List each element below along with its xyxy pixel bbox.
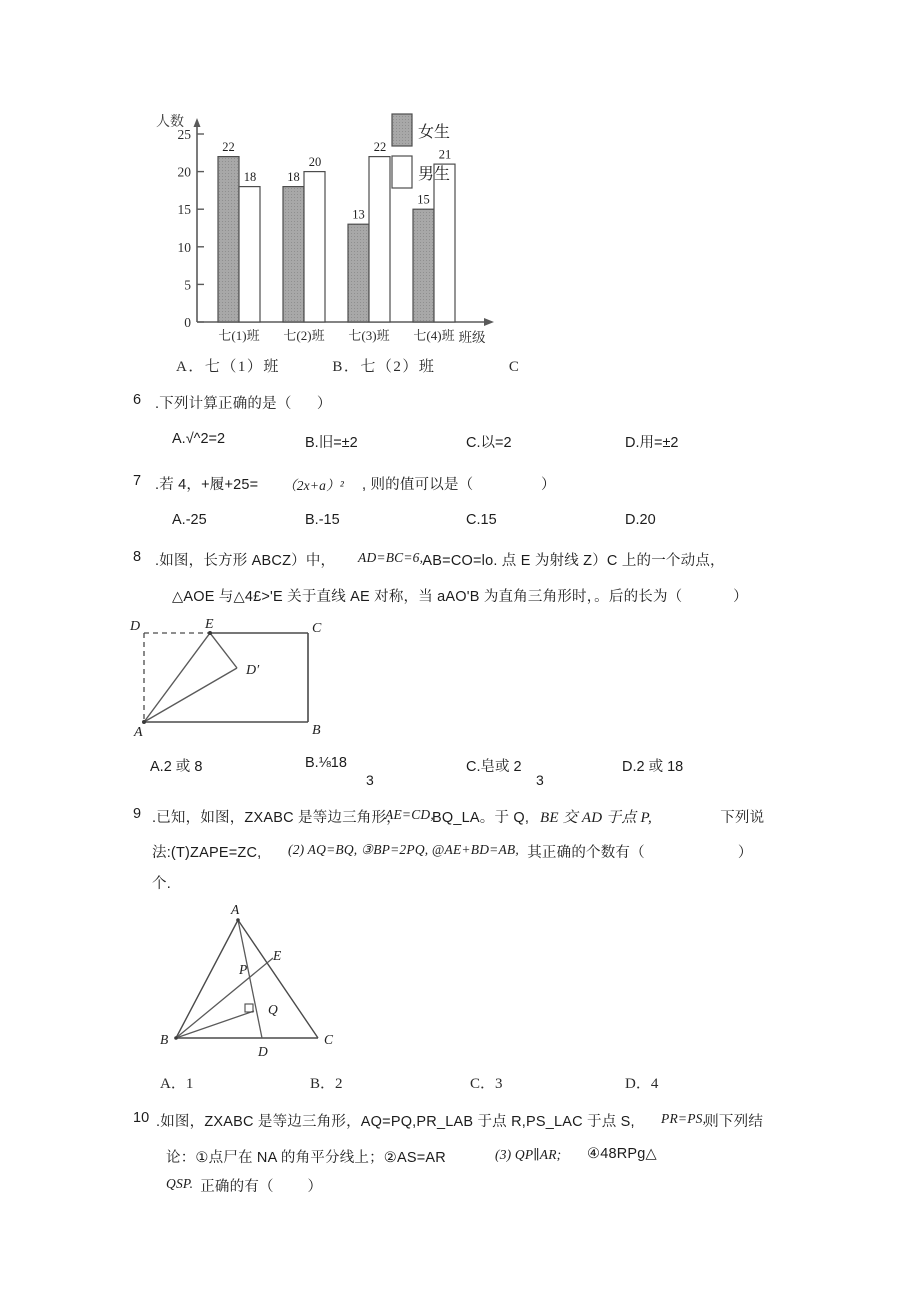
q10-stem-line3b: 正确的有（ ） xyxy=(196,1179,323,1195)
label-A: A xyxy=(231,902,240,917)
chart-y-axis-arrow xyxy=(194,118,201,127)
vertex-dot-A xyxy=(142,720,146,724)
bar-male-1 xyxy=(239,187,260,322)
q9-option-c[interactable]: C．3 xyxy=(470,1076,503,1092)
q7-stem-part1: .若 4，+履+25= xyxy=(155,477,259,493)
chart-xtick-0: 七(1)班 xyxy=(218,328,260,343)
svg-text:25: 25 xyxy=(177,127,191,142)
q5-options-line: A．七（1）班 B．七（2）班 C xyxy=(176,359,521,375)
bar-group-2 xyxy=(283,155,325,322)
svg-text:15: 15 xyxy=(177,202,191,218)
segment-AE xyxy=(144,633,210,722)
bar-value-female-3: 13 xyxy=(352,207,365,222)
q9-stem-line2a: 法:(T)ZAPE=ZC, xyxy=(152,845,262,861)
q9-stem-line1-i1: AE=CD, xyxy=(385,807,434,822)
q9-stem-line1c: 下列说 xyxy=(716,810,765,826)
q10-stem-line1b: 则下列结 xyxy=(700,1114,764,1130)
label-Dprime: D′ xyxy=(246,663,260,678)
q9-stem-line1-i2: BE 交 AD 于点 P, xyxy=(540,810,652,826)
label-E: E xyxy=(273,948,282,963)
q8-stem-line1-italic: AD=BC=6, xyxy=(358,550,424,565)
q7-stem-part2: , 则的值可以是（ ） xyxy=(362,477,556,493)
bar-group-3 xyxy=(348,140,390,322)
q6-option-d[interactable]: D.用=±2 xyxy=(625,435,679,451)
q8-option-a[interactable]: A.2 或 8 xyxy=(150,759,203,775)
label-B: B xyxy=(312,723,321,738)
q7-stem-formula: （2x+a）² xyxy=(283,478,345,493)
label-P: P xyxy=(239,962,248,977)
label-C: C xyxy=(324,1032,334,1047)
label-E: E xyxy=(205,618,214,632)
bar-female-2 xyxy=(283,187,304,322)
legend-label-male: 男生 xyxy=(418,166,451,183)
label-D: D xyxy=(258,1044,268,1058)
q10-stem-line1a: .如图，ZXABC 是等边三角形，AQ=PQ,PR_LAB 于点 R,PS_LAC 于点 S, xyxy=(156,1114,635,1130)
q7-number: 7 xyxy=(133,473,142,489)
segment-DprimeA xyxy=(144,668,237,722)
q9-stem-line2b: 其正确的个数有（ ） xyxy=(523,845,753,861)
q10-stem-line2-italic: (3) QP∥AR; xyxy=(495,1147,562,1162)
bar-value-male-3: 22 xyxy=(373,140,387,154)
bar-male-3 xyxy=(369,157,390,322)
chart-y-ticklabels xyxy=(178,127,192,330)
svg-text:10: 10 xyxy=(177,239,191,255)
svg-text:20: 20 xyxy=(177,164,191,180)
bar-value-female-2: 18 xyxy=(287,170,300,184)
bar-value-female-4: 15 xyxy=(417,192,430,207)
svg-text:0: 0 xyxy=(184,315,191,330)
q9-option-b[interactable]: B．2 xyxy=(310,1076,343,1092)
q10-stem-line1-italic: PR=PS, xyxy=(661,1111,707,1126)
q6-option-a[interactable]: A.√^2=2 xyxy=(172,431,226,447)
q10-stem-line3-italic: QSP. xyxy=(166,1176,194,1191)
q9-stem-line2-italic: (2) AQ=BQ, ③BP=2PQ, @AE+BD=AB, xyxy=(288,842,519,857)
right-angle-mark-Q xyxy=(245,1004,253,1012)
q7-option-d[interactable]: D.20 xyxy=(625,512,656,528)
svg-text:5: 5 xyxy=(184,277,191,293)
legend-swatch-male xyxy=(392,156,412,188)
q8-option-d[interactable]: D.2 或 18 xyxy=(622,759,684,775)
vertex-dot-A xyxy=(236,918,240,922)
q6-option-b[interactable]: B.旧=±2 xyxy=(305,435,358,451)
q8-option-b[interactable]: B.⅛18 xyxy=(305,755,347,771)
label-C: C xyxy=(312,621,322,636)
segment-EDprime xyxy=(210,633,237,668)
q8-number: 8 xyxy=(133,549,142,565)
q9-number: 9 xyxy=(133,806,142,822)
q6-number: 6 xyxy=(133,392,142,408)
label-D: D xyxy=(130,619,141,634)
chart-ylabel: 人数 xyxy=(156,115,184,130)
bar-male-4 xyxy=(434,164,455,322)
bar-value-male-4: 21 xyxy=(438,147,452,162)
chart-y-ticks xyxy=(197,134,204,322)
q6-option-c[interactable]: C.以=2 xyxy=(466,435,512,451)
legend-label-female: 女生 xyxy=(418,124,451,141)
q9-option-d[interactable]: D．4 xyxy=(625,1076,659,1092)
q9-figure xyxy=(158,898,344,1058)
bar-value-female-1: 22 xyxy=(222,140,235,154)
bar-female-3 xyxy=(348,224,369,322)
q8-stem-line1a: .如图，长方形 ABCZ）中， xyxy=(155,553,336,569)
label-B: B xyxy=(160,1032,169,1047)
bar-female-1 xyxy=(218,157,239,322)
bar-value-male-2: 20 xyxy=(308,155,322,169)
label-Q: Q xyxy=(268,1002,278,1017)
label-A: A xyxy=(134,725,143,740)
bar-chart xyxy=(150,104,510,356)
bar-male-2 xyxy=(304,172,325,322)
chart-xtick-1: 七(2)班 xyxy=(283,328,325,343)
q10-stem-line2a: 论：①点尸在 NA 的角平分线上；②AS=AR xyxy=(166,1150,451,1166)
bar-group-1 xyxy=(218,140,260,322)
q7-option-c[interactable]: C.15 xyxy=(466,512,497,528)
q9-stem-line1a: .已知，如图，ZXABC 是等边三角形， xyxy=(152,810,401,826)
q8-stem-line2: △AOE 与△4£>'E 关于直线 AE 对称，当 aAO'B 为直角三角形时，。后的长为（ ） xyxy=(172,589,748,605)
chart-xlabel: 班级 xyxy=(458,330,486,345)
q8-option-c-denominator: 3 xyxy=(536,772,544,788)
chart-x-axis-arrow xyxy=(484,318,494,326)
q8-option-b-denominator: 3 xyxy=(366,772,374,788)
q9-stem-line1b: BQ_LA。于 Q, xyxy=(432,810,530,826)
chart-xtick-3: 七(4)班 xyxy=(413,328,455,343)
q9-option-a[interactable]: A．1 xyxy=(160,1076,194,1092)
q9-stem-line3: 个. xyxy=(152,876,171,892)
legend-swatch-female xyxy=(392,114,412,146)
bar-value-male-1: 18 xyxy=(243,170,257,184)
q8-stem-line1b: AB=CO=lo. 点 E 为射线 Z）C 上的一个动点， xyxy=(419,553,725,569)
q7-option-b[interactable]: B.-15 xyxy=(305,512,340,528)
chart-xtick-2: 七(3)班 xyxy=(348,328,390,343)
chart-x-ticklabels xyxy=(218,328,454,343)
vertex-dot-B xyxy=(174,1036,178,1040)
q10-number: 10 xyxy=(133,1110,150,1126)
bar-female-4 xyxy=(413,209,434,322)
q10-stem-line2b: ④48RPg△ xyxy=(587,1146,657,1162)
q7-option-a[interactable]: A.-25 xyxy=(172,512,207,528)
q8-option-c[interactable]: C.皂或 2 xyxy=(466,759,522,775)
q6-stem: .下列计算正确的是（ ） xyxy=(155,396,332,412)
q8-figure xyxy=(112,618,352,740)
segment-BE xyxy=(176,958,273,1038)
